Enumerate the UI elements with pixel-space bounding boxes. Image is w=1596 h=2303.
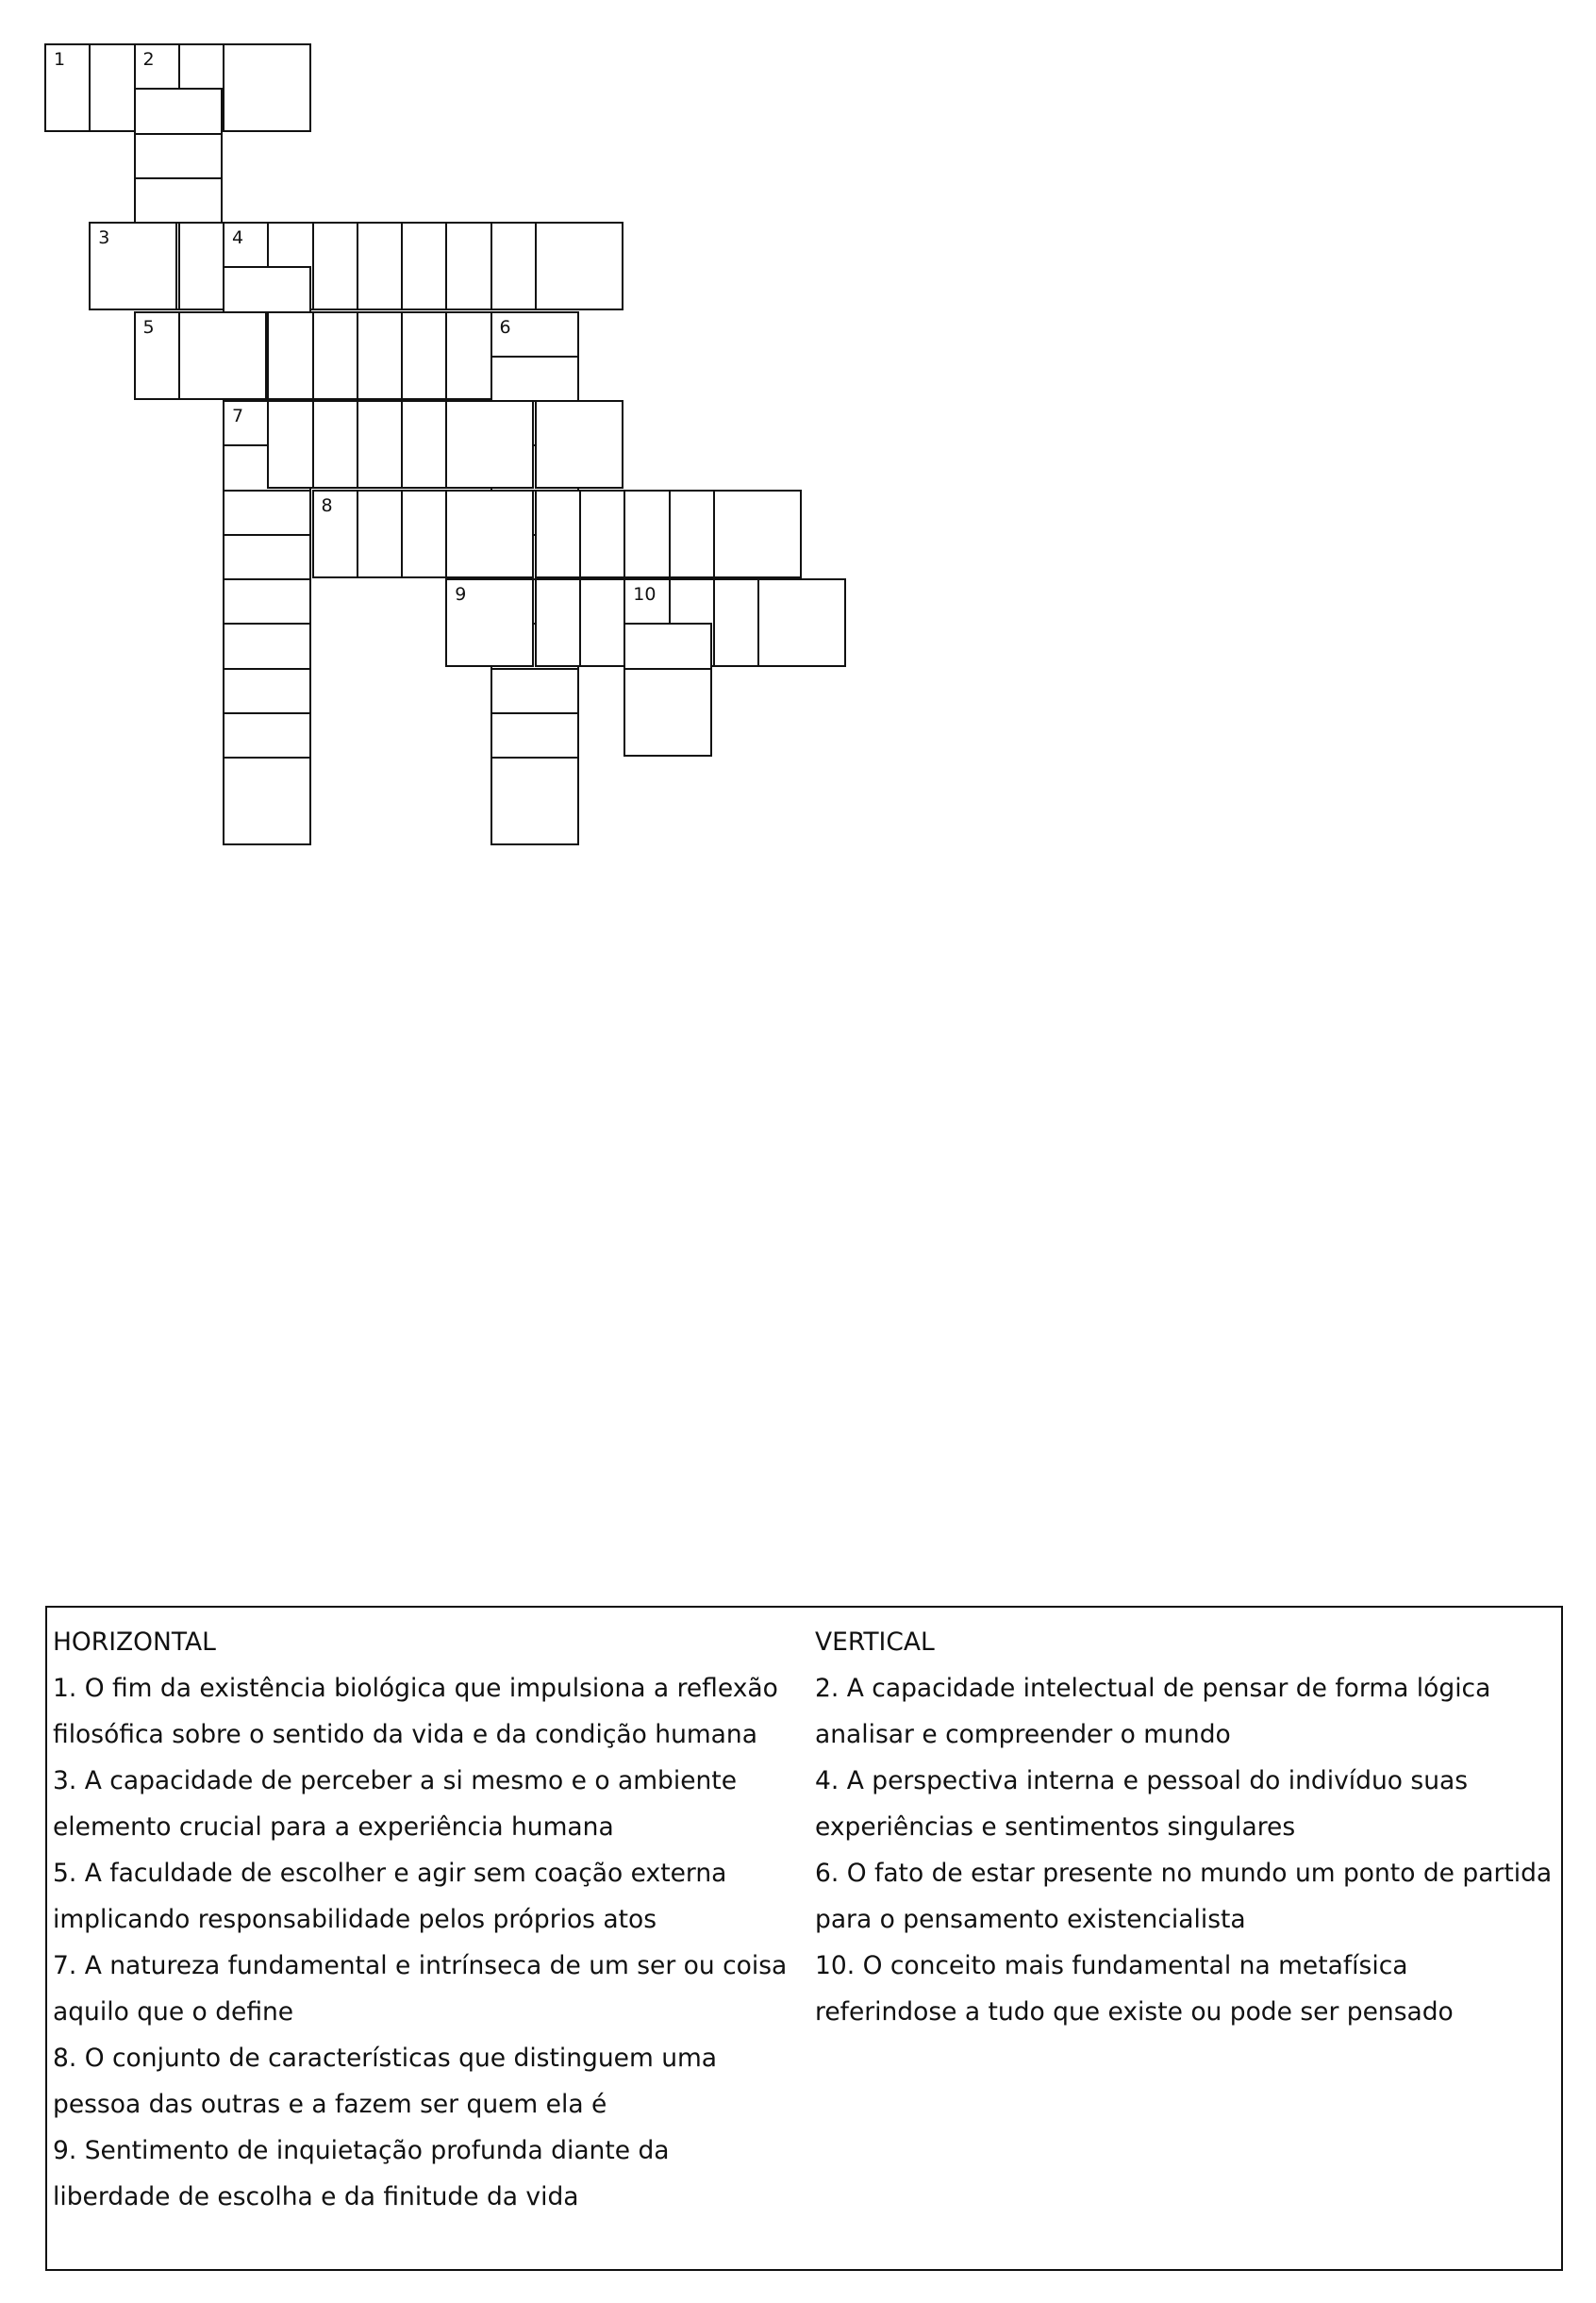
crossword-cell[interactable]: [445, 490, 534, 578]
horizontal-heading: HORIZONTAL: [53, 1627, 216, 1657]
clue-line: implicando responsabilidade pelos próprios atos: [53, 1905, 657, 1934]
vertical-heading: VERTICAL: [815, 1627, 935, 1657]
clue-line: 3. A capacidade de perceber a si mesmo e o ambiente: [53, 1766, 737, 1795]
cell-number: 5: [142, 316, 155, 338]
crossword-cell[interactable]: [445, 400, 534, 489]
crossword-cell[interactable]: [757, 578, 846, 667]
cell-number: 8: [321, 494, 333, 516]
clue-line: filosófica sobre o sentido da vida e da condição humana: [53, 1720, 757, 1749]
crossword-cell[interactable]: [535, 400, 623, 489]
crossword-cell[interactable]: [535, 222, 623, 310]
clue-line: experiências e sentimentos singulares: [815, 1812, 1296, 1842]
cell-number: 6: [499, 316, 511, 338]
crossword-cell[interactable]: [223, 757, 311, 845]
cell-number: 1: [54, 49, 66, 70]
crossword-cell[interactable]: [178, 311, 267, 400]
vertical-clues-column: [815, 1619, 1552, 2035]
clue-line: 8. O conjunto de características que distinguem uma: [53, 2044, 718, 2073]
clue-line: liberdade de escolha e da finitude da vida: [53, 2182, 579, 2211]
clue-line: 5. A faculdade de escolher e agir sem coação externa: [53, 1859, 727, 1888]
clue-line: 4. A perspectiva interna e pessoal do indivíduo suas: [815, 1766, 1469, 1795]
cell-number: 7: [232, 406, 244, 426]
clue-line: 6. O fato de estar presente no mundo um ponto de partida: [815, 1859, 1553, 1888]
cell-number: 9: [455, 584, 467, 605]
clue-line: 2. A capacidade intelectual de pensar de forma lógica: [815, 1674, 1491, 1703]
clue-line: 7. A natureza fundamental e intrínseca de um ser ou coisa: [53, 1951, 788, 1980]
clue-line: 10. O conceito mais fundamental na metafísica: [815, 1951, 1408, 1980]
crossword-cell[interactable]: [89, 222, 177, 310]
clues-box: [45, 1606, 1563, 2271]
clue-line: referindose a tudo que existe ou pode ser pensado: [815, 1997, 1454, 2027]
crossword-cell[interactable]: [223, 43, 311, 132]
cell-number: 10: [633, 584, 657, 605]
crossword-cell[interactable]: [713, 490, 802, 578]
crossword-cell[interactable]: [490, 757, 579, 845]
crossword-cell[interactable]: [445, 578, 534, 667]
clue-line: aquilo que o define: [53, 1997, 294, 2027]
cell-number: 4: [232, 227, 244, 248]
cell-number: 3: [98, 227, 110, 248]
clue-line: para o pensamento existencialista: [815, 1905, 1246, 1934]
horizontal-clues-column: [53, 1619, 787, 2220]
clue-line: 9. Sentimento de inquietação profunda diante da: [53, 2136, 670, 2165]
crossword-cell[interactable]: [623, 668, 712, 757]
clue-line: 1. O fim da existência biológica que impulsiona a reflexão: [53, 1674, 778, 1703]
clue-line: elemento crucial para a experiência humana: [53, 1812, 614, 1842]
clue-line: analisar e compreender o mundo: [815, 1720, 1231, 1749]
cell-number: 2: [142, 49, 155, 70]
clue-line: pessoa das outras e a fazem ser quem ela é: [53, 2090, 607, 2119]
